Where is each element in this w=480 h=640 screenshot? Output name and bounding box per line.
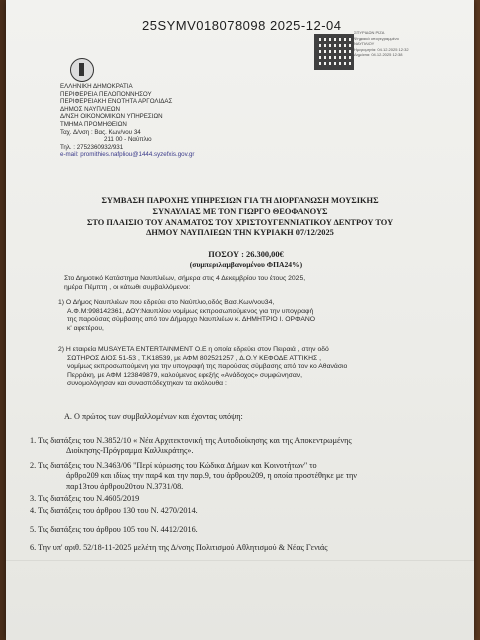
list-item-line: άρθρο209 και ιδίως την παρ4 και την παρ.9, του άρθρου209, η οποία προστέθηκε με την [66, 471, 357, 481]
document-id: 25SYMV018078098 2025-12-04 [142, 18, 342, 33]
list-item: 4. Τις διατάξεις του άρθρου 130 του Ν. 4270/2014. [30, 506, 198, 516]
signature-line: Ψηφιακά υπογεγραμμένο [354, 35, 399, 41]
signature-line: ΣΠΥΡΙΔΩΝ ΡΙΖΑ [354, 30, 385, 35]
letterhead-line: ΤΜΗΜΑ ΠΡΟΜΗΘΕΙΩΝ [60, 120, 127, 128]
letterhead-line: Τηλ. : 2752360932/931 [60, 143, 124, 151]
letterhead-line: ΠΕΡΙΦΕΡΕΙΑΚΗ ΕΝΟΤΗΤΑ ΑΡΓΟΛΙΔΑΣ [60, 98, 173, 106]
party-line: νομίμως εκπροσωπούμενη για την υπογραφή της παρούσας σύμβασης από τον κο Αθανάσιο [67, 363, 348, 371]
party-two [58, 346, 347, 389]
page-fold [6, 560, 474, 561]
amount-vat-note: (συμπεριλαμβανομένου ΦΠΑ24%) [189, 260, 303, 269]
letterhead-email: e-mail: promithies.nafpliou@1444.syzefxis.gov.gr [60, 151, 195, 159]
party-line: 1) Ο Δήμος Ναυπλιέων που εδρεύει στο Ναύπλιο,οδός Βασ.Κων/νου34, [58, 299, 275, 306]
contract-amount [156, 250, 336, 270]
title-line: ΣΥΝΑΥΛΙΑΣ ΜΕ ΤΟΝ ΓΙΩΡΓΟ ΘΕΟΦΑΝΟΥΣ [152, 206, 328, 216]
letterhead-line: ΠΕΡΙΦΕΡΕΙΑ ΠΕΛΟΠΟΝΝΗΣΟΥ [60, 90, 152, 98]
amount-value: ΠΟΣΟΥ : 26.300,00€ [208, 250, 284, 259]
party-line: 2) Η εταιρεία MUSAYETA ENTERTAINMENT O.E η οποία εδρεύει στον Πειραιά , στην οδό [58, 346, 329, 353]
section-heading: Α. Ο πρώτος των συμβαλλομένων και έχοντας υπόψη: [64, 412, 243, 421]
intro-line: ημέρα Πέμπτη , οι κάτωθι συμβαλλόμενοι: [64, 283, 191, 291]
title-line: ΣΥΜΒΑΣΗ ΠΑΡΟΧΗΣ ΥΠΗΡΕΣΙΩΝ ΓΙΑ ΤΗ ΔΙΟΡΓΑΝΩΣΗ ΜΟΥΣΙΚΗΣ [101, 196, 379, 205]
intro-line: Στο Δημοτικό Κατάστημα Ναυπλιέων, σήμερα στις 4 Δεκεμβρίου του έτους 2025, [64, 275, 306, 282]
list-item-line: 2. Τις διατάξεις του Ν.3463/06 "Περί κύρωσης του Κώδικα Δήμων και Κοινοτήτων" το [30, 460, 317, 470]
list-item-line: παρ13του άρθρου20του Ν.3731/08. [66, 481, 184, 491]
greek-emblem-icon [70, 58, 94, 82]
party-line: κ' αφετέρου, [67, 324, 104, 332]
intro-paragraph [64, 275, 305, 292]
list-item [30, 436, 357, 457]
document-page [6, 0, 474, 640]
letterhead-line: Ταχ. Δ/νση : Βας. Κων/νου 34 [60, 128, 141, 136]
party-line: Α.Φ.Μ:998142361, ΔΟΥ:Ναυπλίου νομίμως εκπροσωπούμενος για την υπογραφή [67, 307, 314, 315]
signature-line: ΝΑΥΠΛΙΟΥ [354, 41, 375, 46]
signature-line: Δημόσια: 04.12.2025 12:38 [354, 52, 403, 57]
party-line: της παρούσας σύμβασης από τον Δήμαρχο Ναυπλιέων κ. ΔΗΜΗΤΡΙΟ Ι. ΟΡΦΑΝΟ [67, 316, 316, 324]
digital-signature [354, 30, 454, 58]
letterhead-line: Δ/ΝΣΗ ΟΙΚΟΝΟΜΙΚΩΝ ΥΠΗΡΕΣΙΩΝ [60, 113, 163, 121]
qr-code-icon [314, 34, 354, 70]
list-item: 6. Την υπ' αριθ. 52/18-11-2025 μελέτη της Δ/νσης Πολιτισμού Αθλητισμού & Νέας Γενιάς [30, 543, 328, 553]
contract-title [62, 196, 418, 239]
list-item [30, 461, 357, 492]
title-line: ΣΤΟ ΠΛΑΙΣΙΟ ΤΟΥ ΑΝΑΜΑΤΟΣ ΤΟΥ ΧΡΙΣΤΟΥΓΕΝΝΙΑΤΙΚΟΥ ΔΕΝΤΡΟΥ ΤΟΥ [86, 217, 394, 227]
list-item: 3. Τις διατάξεις του Ν.4605/2019 [30, 494, 140, 504]
signature-line: Ημερομηνία: 04.12.2025 12:32 [354, 46, 409, 52]
letterhead-line: ΕΛΛΗΝΙΚΗ ΔΗΜΟΚΡΑΤΙΑ [60, 83, 133, 90]
list-item: 5. Τις διατάξεις του άρθρου 105 του Ν. 4412/2016. [30, 524, 198, 534]
party-line: ΣΩΤΗΡΟΣ ΔΙΟΣ 51-53 , Τ.Κ18539, με ΑΦΜ 802521257 , Δ.Ο.Υ ΚΕΦΟΔΕ ΑΤΤΙΚΗΣ , [67, 354, 321, 362]
party-line: Περράκη, με ΑΦΜ 123849879, καλούμενος εφεξής «Ανάδοχος» συμφώνησαν, [67, 371, 303, 379]
considerations-list [30, 436, 357, 554]
letterhead-line: 211 00 - Ναύπλιο [104, 136, 152, 144]
list-item-line: Διοίκησης-Πρόγραμμα Καλλικράτης». [66, 446, 194, 456]
title-line: ΔΗΜΟΥ ΝΑΥΠΛΙΕΩΝ ΤΗΝ ΚΥΡΙΑΚΗ 07/12/2025 [146, 228, 334, 238]
party-one [58, 299, 315, 333]
party-line: συνομολόγησαν και συνασπόδεχτηκαν τα ακόλουθα : [67, 380, 227, 388]
letterhead-line: ΔΗΜΟΣ ΝΑΥΠΛΙΕΩΝ [60, 105, 120, 113]
list-item-line: 1. Τις διατάξεις του Ν.3852/10 « Νέα Αρχιτεκτονική της Αυτοδιοίκησης και της Αποκεντρωμένης [30, 436, 352, 445]
letterhead [60, 83, 194, 159]
